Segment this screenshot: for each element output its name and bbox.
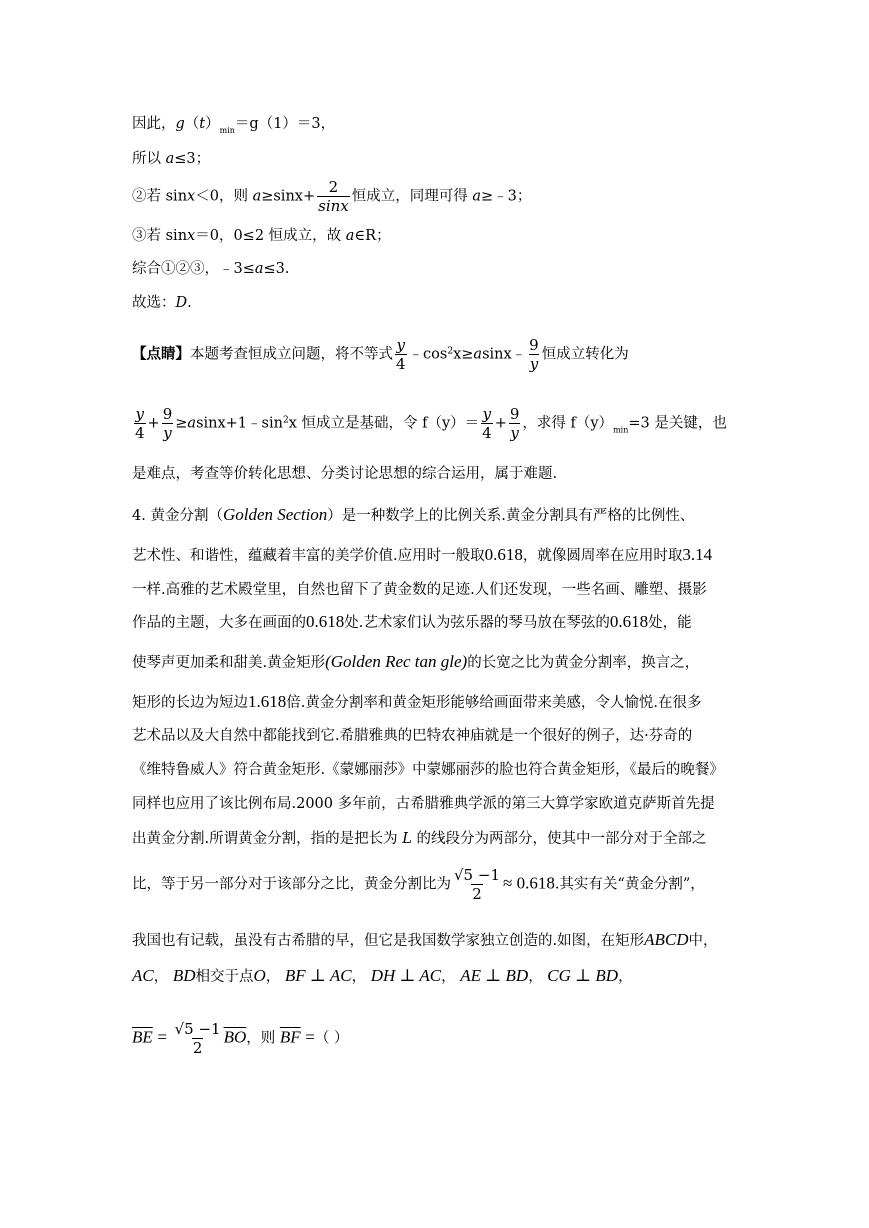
comment-line-2 xyxy=(132,405,727,442)
vector: $\overline{BF}$ xyxy=(279,1027,301,1047)
fraction-9-over-y xyxy=(509,405,521,442)
text: ， xyxy=(528,969,548,985)
fraction-9-over-y xyxy=(162,405,174,442)
text: 综合①②③，﹣3≤ xyxy=(132,261,255,277)
question-4-line-7: 艺术品以及大自然中都能找到它.希腊雅典的巴特农神庙就是一个很好的例子，达·芬奇的 xyxy=(132,728,693,744)
text: ＝g（1）＝3， xyxy=(234,116,336,132)
text: 恒成立，同理可得 xyxy=(351,188,473,205)
text: 中， xyxy=(688,933,718,949)
text: a xyxy=(473,346,483,363)
text: = xyxy=(157,1027,167,1047)
question-4-line-3: 一样.高雅的艺术殿堂里，自然也留下了黄金数的足迹.人们还发现，一些名画、雕塑、摄影 xyxy=(132,582,707,598)
superscript: 2 xyxy=(282,415,289,426)
text: sinx﹣ xyxy=(482,346,527,363)
text: ， xyxy=(153,969,173,985)
numerator: 9 xyxy=(529,336,539,354)
text: ， xyxy=(265,969,285,985)
english-term: (Golden Rec tan gle) xyxy=(325,652,468,671)
relation: BF ⊥ AC xyxy=(284,966,352,985)
text: =3 是关键，也 xyxy=(628,415,727,432)
text: + xyxy=(494,415,507,432)
text: 恒成立转化为 xyxy=(541,346,629,363)
text: x xyxy=(187,228,196,244)
question-4-line-8: 《维特鲁威人》符合黄金矩形.《蒙娜丽莎》中蒙娜丽莎的脸也符合黄金矩形，《最后的晚餐》 xyxy=(132,762,724,778)
denominator: sinx xyxy=(318,197,349,215)
text: 处.艺术家们认为弦乐器的琴马放在琴弦的 xyxy=(344,615,610,631)
text: 作品的主题，大多在画面的 xyxy=(132,615,306,631)
comment-tag: 【点睛】 xyxy=(132,345,190,363)
fraction-y-over-4 xyxy=(395,336,407,373)
denominator: 4 xyxy=(482,424,492,442)
text: .其实有关“黄金分割”， xyxy=(554,876,705,893)
text: ≥sinx+ xyxy=(261,188,316,205)
question-4-line-10 xyxy=(132,829,706,849)
relation: AE ⊥ BD xyxy=(460,966,529,985)
number: 0.618 xyxy=(484,545,523,564)
denominator: 4 xyxy=(135,424,145,442)
text: t xyxy=(199,116,206,132)
text: ≤3. xyxy=(263,261,290,277)
relation: CG ⊥ BD xyxy=(547,966,619,985)
text: 比，等于另一部分对于该部分之比，黄金分割比为 xyxy=(132,876,451,893)
segment: AC xyxy=(132,966,154,985)
question-4-line-4 xyxy=(132,612,692,633)
point: O xyxy=(253,966,266,985)
numerator: √5 −1 xyxy=(454,866,500,884)
text: a xyxy=(254,261,264,277)
text: 出黄金分割.所谓黄金分割，指的是把长为 xyxy=(132,831,403,847)
text: . xyxy=(187,295,192,311)
numerator: y xyxy=(482,405,492,423)
text: 因此， xyxy=(132,116,176,132)
numerator: y xyxy=(396,336,406,354)
number: 0.618 xyxy=(306,612,345,631)
text: 矩形的长边为短边 xyxy=(132,695,248,711)
numerator: 9 xyxy=(509,405,520,423)
solution-line-a-le-3 xyxy=(132,149,210,169)
solution-line-gt-min xyxy=(132,114,335,141)
question-4-line-11 xyxy=(132,866,705,903)
answer-letter: D xyxy=(175,295,188,311)
english-term: Golden Section xyxy=(222,505,328,524)
text: ，就像圆周率在应用时取 xyxy=(522,548,683,564)
denominator: y xyxy=(510,424,519,442)
text: ≥﹣3； xyxy=(481,188,532,205)
text: 4. 黄金分割（ xyxy=(132,508,223,524)
superscript: 2 xyxy=(447,346,454,357)
text: 我国也有记载，虽没有古希腊的早，但它是我国数学家独立创造的.如图，在矩形 xyxy=(132,933,645,949)
text: 故选： xyxy=(132,295,176,311)
text: x xyxy=(187,188,196,205)
question-4-line-14 xyxy=(132,1020,348,1057)
text: + xyxy=(147,415,160,432)
text: ，则 xyxy=(246,1030,280,1047)
fraction-golden-ratio xyxy=(453,866,501,903)
comment-line-3: 是难点，考查等价转化思想、分类讨论思想的综合运用，属于难题. xyxy=(132,466,558,482)
denominator: 4 xyxy=(396,355,406,373)
text: L xyxy=(402,831,412,847)
fraction-y-over-4 xyxy=(134,405,146,442)
denominator: 2 xyxy=(192,1039,203,1057)
text: a xyxy=(165,151,175,167)
text: ②若 sin xyxy=(132,188,188,205)
numerator: √5 −1 xyxy=(174,1020,221,1038)
numerator: 2 xyxy=(328,178,339,196)
vector: $\overline{BO}$ xyxy=(223,1027,247,1047)
text: = xyxy=(305,1027,315,1047)
text: （ xyxy=(184,116,200,132)
rectangle-label: ABCD xyxy=(644,930,689,949)
text: x≥ xyxy=(453,346,474,363)
text: ， xyxy=(618,969,633,985)
text: 本题考查恒成立问题，将不等式 xyxy=(190,346,393,363)
text: 的长宽之比为黄金分割率，换言之， xyxy=(467,655,700,671)
relation: DH ⊥ AC xyxy=(370,966,442,985)
subscript-min: min xyxy=(219,126,235,135)
number: 3.14 xyxy=(682,545,713,564)
question-4-line-9: 同样也应用了该比例布局.2000 多年前，古希腊雅典学派的第三大算学家欧道克萨斯首先提 xyxy=(132,796,715,812)
text: ≤3； xyxy=(174,151,211,167)
number: ≈ 0.618 xyxy=(502,873,555,893)
segment: BD xyxy=(172,966,196,985)
text: a xyxy=(252,188,262,205)
question-4-line-6 xyxy=(132,692,701,713)
solution-case-2 xyxy=(132,178,531,215)
answer-blank: （ ） xyxy=(314,1030,349,1047)
text: 倍.黄金分割率和黄金矩形能够给画面带来美感，令人愉悦.在很多 xyxy=(286,695,702,711)
question-4-line-12 xyxy=(132,930,718,951)
number: 0.618 xyxy=(609,612,649,631)
text: 使琴声更加柔和甜美.黄金矩形 xyxy=(132,655,326,671)
text: ， xyxy=(441,969,461,985)
text: ③若 sin xyxy=(132,228,188,244)
denominator: 2 xyxy=(472,885,482,903)
fraction-9-over-y xyxy=(528,336,540,373)
text: ＜0，则 xyxy=(195,188,253,205)
fraction-2-over-sinx xyxy=(317,178,350,215)
denominator: y xyxy=(163,424,172,442)
text: x 恒成立是基础，令 f（y）＝ xyxy=(288,415,480,432)
text: ＝0，0≤2 恒成立，故 xyxy=(195,228,346,244)
numerator: y xyxy=(135,405,145,423)
text: 所以 xyxy=(132,151,166,167)
text: sinx+1﹣sin xyxy=(196,415,283,432)
solution-combine xyxy=(132,259,290,279)
question-4-line-13 xyxy=(132,966,633,987)
solution-case-3 xyxy=(132,226,391,246)
text: 的线段分为两部分，使其中一部分对于全部之 xyxy=(411,831,707,847)
comment-line-1 xyxy=(132,336,629,373)
text: ） xyxy=(205,116,220,132)
fraction-y-over-4 xyxy=(481,405,493,442)
text: ∈R； xyxy=(354,228,391,244)
text: ， xyxy=(351,969,371,985)
text: 处，能 xyxy=(648,615,692,631)
question-4-line-5 xyxy=(132,652,699,673)
text: 相交于点 xyxy=(195,969,254,985)
text: ，求得 f（y） xyxy=(522,415,614,432)
question-4-line-2 xyxy=(132,545,712,566)
text: ≥ xyxy=(175,415,188,432)
fraction-golden-ratio xyxy=(174,1020,222,1057)
number: 1.618 xyxy=(248,692,287,711)
solution-choose xyxy=(132,293,192,313)
text: a xyxy=(345,228,355,244)
text: 艺术性、和谐性，蕴藏着丰富的美学价值.应用时一般取 xyxy=(132,548,485,564)
text: ﹣cos xyxy=(408,346,448,363)
text: g xyxy=(175,116,185,132)
subscript-min: min xyxy=(613,425,629,435)
text: ）是一种数学上的比例关系.黄金分割具有严格的比例性、 xyxy=(327,508,695,524)
question-4-line-1 xyxy=(132,505,694,526)
text: a xyxy=(187,415,197,432)
text: a xyxy=(472,188,482,205)
vector: $\overline{BE}$ xyxy=(132,1027,153,1047)
denominator: y xyxy=(529,355,539,373)
numerator: 9 xyxy=(162,405,173,423)
